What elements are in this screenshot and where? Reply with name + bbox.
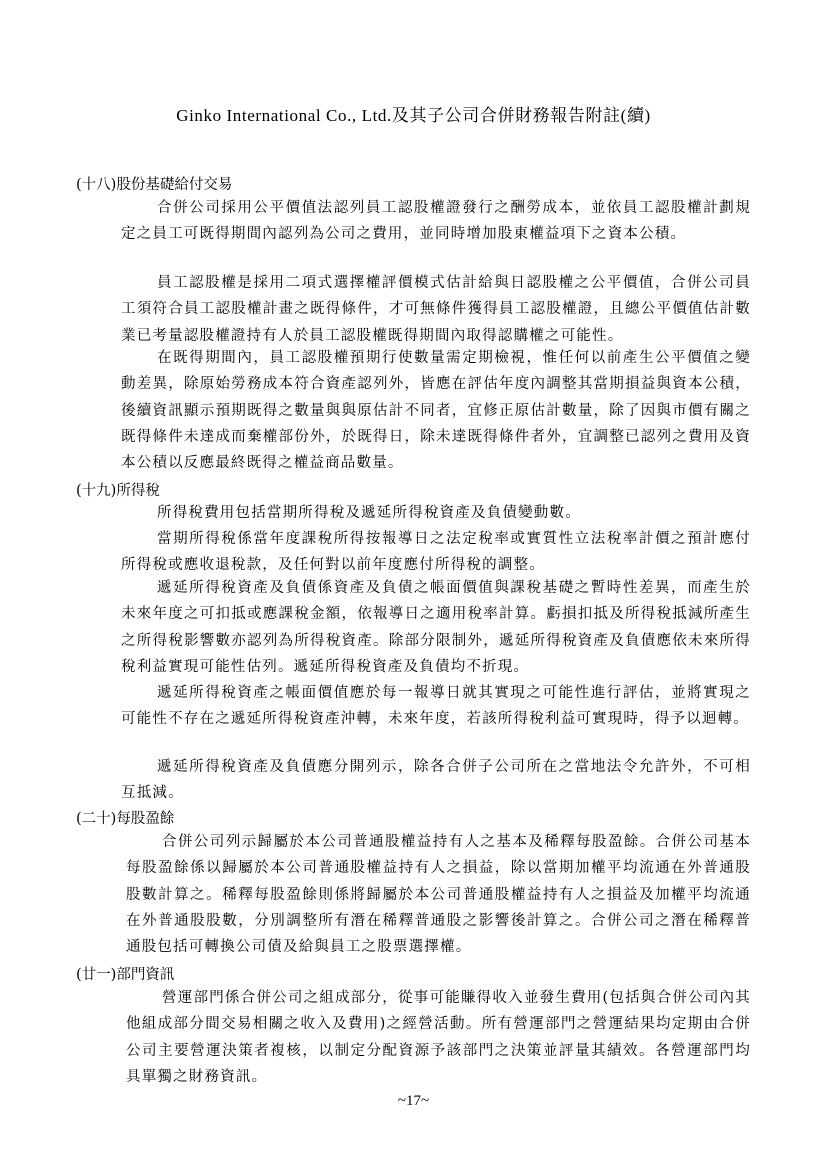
page-number: ~17~ <box>397 1093 430 1109</box>
paragraph: 遞延所得稅資產之帳面價值應於每一報導日就其實現之可能性進行評估，並將實現之可能性不存在之遞延所得稅資產沖轉，未來年度，若該所得稅利益可實現時，得予以迴轉。 <box>121 685 751 728</box>
paragraph: 營運部門係合併公司之組成部分，從事可能賺得收入並發生費用(包括與合併公司內其他組成部分間交易相關之收入及費用)之經營活動。所有營運部門之營運結果均定期由合併公司主要營運決策者複核，以制定分配資源予該部門之決策並評量其績效。各營運部門均具單獨之財務資訊。 <box>126 990 751 1085</box>
paragraph: 所得稅費用包括當期所得稅及遞延所得稅資產及負債變動數。 <box>157 505 581 521</box>
section-heading: (十九)所得稅 <box>76 483 160 499</box>
paragraph: 合併公司採用公平價值法認列員工認股權證發行之酬勞成本，並依員工認股權計劃規定之員工可既得期間內認列為公司之費用，並同時增加股東權益項下之資本公積。 <box>121 200 751 243</box>
paragraph: 員工認股權是採用二項式選擇權評價模式估計給與日認股權之公平價值，合併公司員工須符合員工認股權計畫之既得條件，才可無條件獲得員工認股權證，且總公平價值估計數業已考量認股權證持有人於員工認股權既得期間內取得認購權之可能性。 <box>121 275 751 344</box>
paragraph: 合併公司列示歸屬於本公司普通股權益持有人之基本及稀釋每股盈餘。合併公司基本每股盈餘係以歸屬於本公司普通股權益持有人之損益，除以當期加權平均流通在外普通股股數計算之。稀釋每股盈餘則係將歸屬於本公司普通股權益持有人之損益及加權平均流通在外普通股股數，分別調整所有潛在稀釋普通股之影響後計算之。合併公司之潛在稀釋普通股包括可轉換公司債及給與員工之股票選擇權。 <box>126 834 751 956</box>
section-heading: (二十)每股盈餘 <box>76 811 175 827</box>
page-title: Ginko International Co., Ltd.及其子公司合併財務報告附註(續) <box>176 106 651 125</box>
section-heading: (十八)股份基礎給付交易 <box>76 177 233 193</box>
paragraph: 遞延所得稅資產及負債係資產及負債之帳面價值與課稅基礎之暫時性差異，而產生於未來年度之可扣抵或應課稅金額，依報導日之適用稅率計算。虧損扣抵及所得稅抵減所產生之所得稅影響數亦認列為所得稅資產。除部分限制外，遞延所得稅資產及負債應依未來所得稅利益實現可能性估列。遞延所得稅資產及負債均不折現。 <box>121 580 751 675</box>
paragraph: 在既得期間內，員工認股權預期行使數量需定期檢視，惟任何以前產生公平價值之變動差異，除原始勞務成本符合資產認列外，皆應在評估年度內調整其當期損益與資本公積，後續資訊顯示預期既得之數量與與原估計不同者，宜修正原估計數量，除了因與市價有關之既得條件未達成而棄權部份外，於既得日，除未達既得條件者外，宜調整已認列之費用及資本公積以反應最終既得之權益商品數量。 <box>121 350 751 472</box>
paragraph: 當期所得稅係當年度課稅所得按報導日之法定稅率或實質性立法稅率計價之預計應付所得稅或應收退稅款，及任何對以前年度應付所得稅的調整。 <box>121 531 751 574</box>
paragraph: 遞延所得稅資產及負債應分開列示，除各合併子公司所在之當地法令允許外，不可相互抵減。 <box>121 759 751 802</box>
section-heading: (廿一)部門資訊 <box>76 967 175 983</box>
